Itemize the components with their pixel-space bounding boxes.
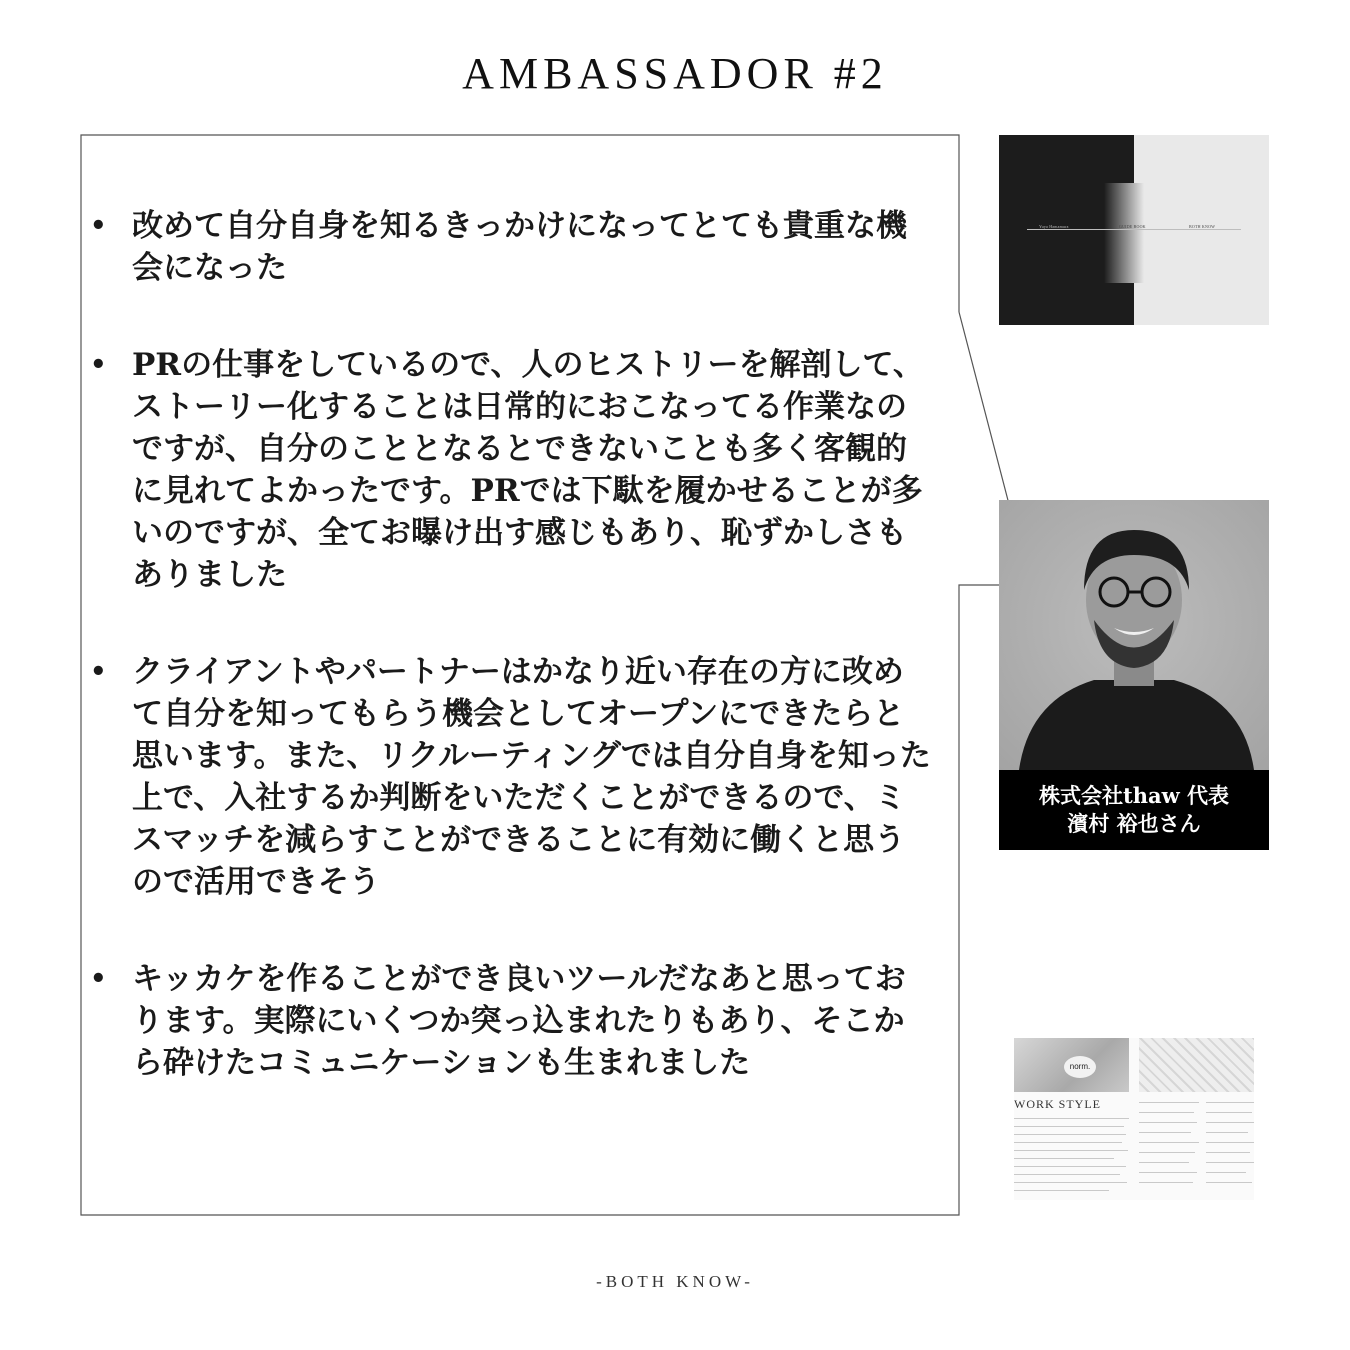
page-title: AMBASSADOR #2 [462,49,888,98]
profile-photo [999,500,1269,850]
text-line [1139,1112,1194,1113]
text-line [1139,1132,1191,1133]
text-line [1139,1142,1199,1143]
spread-heading: WORK STYLE [1014,1097,1101,1111]
text-line [1139,1182,1193,1183]
text-line [1014,1182,1127,1183]
work-style-spread-image [1014,1038,1254,1200]
testimonial-item [84,205,934,289]
text-line [1206,1122,1254,1123]
testimonial-text: PRの仕事をしているので、人のヒストリーを解剖して、ストーリー化することは日常的におこなってる作業なのですが、自分のこととなるとできないことも多く客観的に見れてよかったです。PRでは下駄を履かせることが多いのですが、全てお曝け出す感じもあり、恥ずかしさもありました [132,347,924,593]
text-line [1206,1172,1246,1173]
bullet-icon: • [90,350,107,380]
testimonial-item [84,958,934,1084]
bullet-icon: • [90,211,107,241]
bullet-icon: • [90,657,107,687]
text-line [1206,1152,1250,1153]
text-line [1206,1182,1252,1183]
text-line [1014,1190,1109,1191]
testimonial-text: 改めて自分自身を知るきっかけになってとても貴重な機会になった [132,208,907,286]
text-line [1139,1172,1197,1173]
text-line [1139,1102,1199,1103]
text-line [1014,1158,1114,1159]
cover-title: GUIDE BOOK [1119,224,1146,229]
testimonial-text: クライアントやパートナーはかなり近い存在の方に改めて自分を知ってもらう機会としてオープンにできたらと思います。また、リクルーティングでは自分自身を知った上で、入社するか判断をいただくことができるので、ミスマッチを減らすことができることに有効に働くと思うので活用できそう [132,654,931,900]
spread-photo-left [1014,1038,1129,1092]
cover-rule [1027,229,1241,230]
text-line [1014,1126,1124,1127]
text-line [1139,1152,1195,1153]
text-line [1206,1112,1252,1113]
person-illustration [999,500,1269,770]
cover-author: Yuya Hamamura [1039,224,1069,229]
text-line [1014,1118,1129,1119]
testimonial-item [84,651,934,903]
testimonial-item [84,344,934,596]
spread-illustration-right [1139,1038,1254,1092]
text-line [1206,1142,1254,1143]
spread-tag: norm. [1064,1056,1096,1078]
bullet-icon: • [90,964,107,994]
guide-book-cover-image [999,135,1269,325]
text-line [1014,1166,1126,1167]
cover-light-half [1134,135,1269,325]
text-line [1206,1132,1248,1133]
text-line [1014,1174,1120,1175]
text-line [1206,1162,1254,1163]
text-line [1014,1134,1126,1135]
cover-brand: BOTH KNOW [1189,224,1216,229]
cover-gradient [1104,183,1144,283]
profile-caption [999,770,1269,850]
text-line [1139,1162,1189,1163]
caption-name: 濱村 裕也さん [1067,811,1201,836]
testimonial-text: キッカケを作ることができ良いツールだなあと思っております。実際にいくつか突っ込まれたりもあり、そこから砕けたコミュニケーションも生まれました [132,961,906,1081]
testimonial-list [84,205,934,1139]
text-line [1139,1122,1197,1123]
text-line [1014,1150,1128,1151]
footer-brand: -BOTH KNOW- [596,1272,754,1291]
text-line [1206,1102,1254,1103]
caption-company: 株式会社thaw 代表 [1039,783,1229,808]
text-line [1014,1142,1122,1143]
